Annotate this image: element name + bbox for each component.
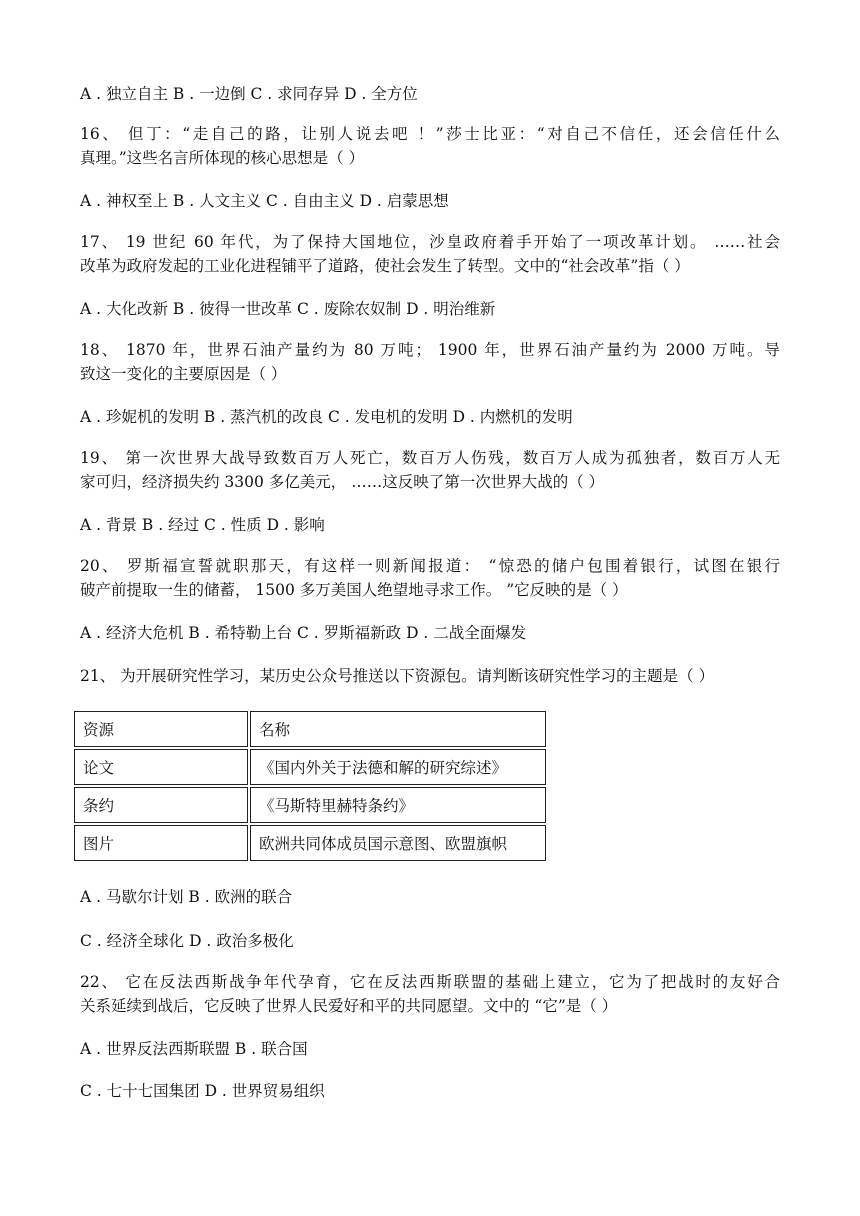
q22-options-2: C . 七十七国集团 D . 世界贸易组织 bbox=[80, 1082, 325, 1100]
q16-options: A . 神权至上 B . 人文主义 C . 自由主义 D . 启蒙思想 bbox=[80, 192, 449, 210]
q15-options: A . 独立自主 B . 一边倒 C . 求同存异 D . 全方位 bbox=[80, 85, 418, 103]
q22-line-1: 22、 它在反法西斯战争年代孕育，它在反法西斯联盟的基础上建立，它为了把战时的友好合 bbox=[80, 973, 780, 991]
q22-options-1: A . 世界反法西斯联盟 B . 联合国 bbox=[80, 1040, 308, 1058]
q17-line-1: 17、 19 世纪 60 年代，为了保持大国地位，沙皇政府着手开始了一项改革计划。 ……社会 bbox=[80, 233, 780, 251]
table-row bbox=[74, 749, 546, 785]
resource-table bbox=[72, 709, 548, 863]
table-cell: 图片 bbox=[74, 825, 248, 861]
table-header-cell: 资源 bbox=[74, 711, 248, 747]
q21-stem: 21、 为开展研究性学习，某历史公众号推送以下资源包。请判断该研究性学习的主题是（ ） bbox=[80, 667, 715, 685]
q17-line-2: 改革为政府发起的工业化进程铺平了道路，使社会发生了转型。文中的“社会改革”指（ ） bbox=[80, 257, 690, 275]
q21-options-1: A . 马歇尔计划 B . 欧洲的联合 bbox=[80, 888, 293, 906]
table-row bbox=[74, 787, 546, 823]
q18-line-1: 18、 1870 年，世界石油产量约为 80 万吨； 1900 年，世界石油产量约为 2000 万吨。导 bbox=[80, 341, 780, 359]
question-20 bbox=[80, 554, 780, 602]
table-header-row bbox=[74, 711, 546, 747]
table-header-cell: 名称 bbox=[250, 711, 546, 747]
table-cell: 论文 bbox=[74, 749, 248, 785]
q16-line-2: 真理。”这些名言所体现的核心思想是（ ） bbox=[80, 149, 365, 167]
q18-options: A . 珍妮机的发明 B . 蒸汽机的改良 C . 发电机的发明 D . 内燃机的发明 bbox=[80, 408, 573, 426]
q17-options: A . 大化改新 B . 彼得一世改革 C . 废除农奴制 D . 明治维新 bbox=[80, 300, 496, 318]
q20-options: A . 经济大危机 B . 希特勒上台 C . 罗斯福新政 D . 二战全面爆发 bbox=[80, 624, 527, 642]
q19-options: A . 背景 B . 经过 C . 性质 D . 影响 bbox=[80, 516, 325, 534]
table-row bbox=[74, 825, 546, 861]
q18-line-2: 致这一变化的主要原因是（ ） bbox=[80, 365, 287, 383]
q16-line-1: 16、 但丁：“走自己的路，让别人说去吧 ！”莎士比亚：“对自己不信任，还会信任什么 bbox=[80, 125, 780, 143]
table-cell: 条约 bbox=[74, 787, 248, 823]
q22-line-2: 关系延续到战后，它反映了世界人民爱好和平的共同愿望。文中的 “它”是（ ） bbox=[80, 997, 618, 1015]
question-16 bbox=[80, 122, 780, 170]
q19-line-2: 家可归，经济损失约 3300 多亿美元， ……这反映了第一次世界大战的（ ） bbox=[80, 473, 605, 491]
question-18 bbox=[80, 338, 780, 386]
q19-line-1: 19、 第一次世界大战导致数百万人死亡，数百万人伤残，数百万人成为孤独者，数百万人无 bbox=[80, 449, 780, 467]
question-17 bbox=[80, 230, 780, 278]
question-22 bbox=[80, 970, 780, 1018]
table-cell: 欧洲共同体成员国示意图、欧盟旗帜 bbox=[250, 825, 546, 861]
table-cell: 《国内外关于法德和解的研究综述》 bbox=[250, 749, 546, 785]
question-19 bbox=[80, 446, 780, 494]
q20-line-1: 20、 罗斯福宣誓就职那天，有这样一则新闻报道： “惊恐的储户包围着银行，试图在银行 bbox=[80, 557, 780, 575]
q21-options-2: C . 经济全球化 D . 政治多极化 bbox=[80, 932, 294, 950]
q20-line-2: 破产前提取一生的储蓄， 1500 多万美国人绝望地寻求工作。 ”它反映的是（ ） bbox=[80, 581, 628, 599]
table-cell: 《马斯特里赫特条约》 bbox=[250, 787, 546, 823]
